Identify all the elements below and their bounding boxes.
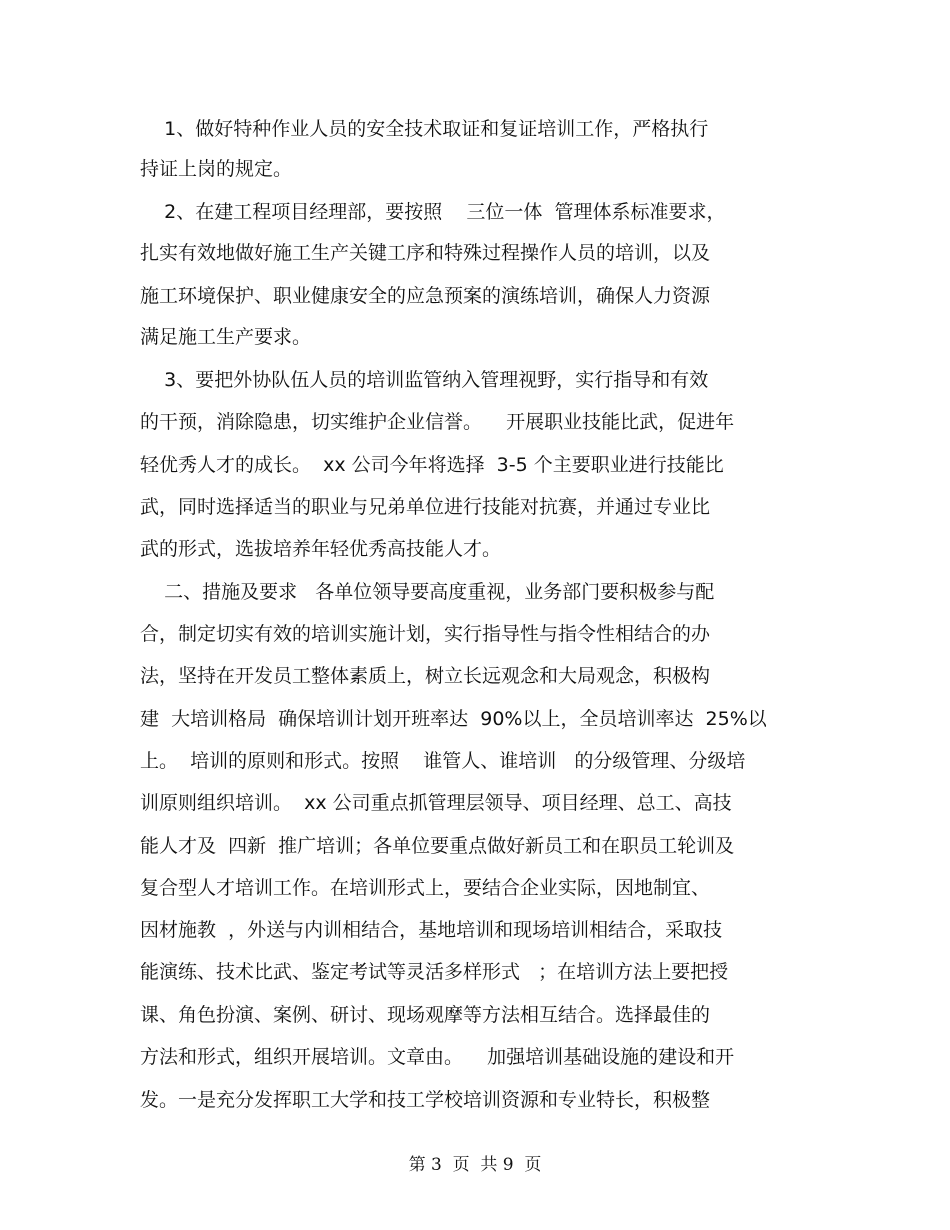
text-line: 训原则组织培训。 xx 公司重点抓管理层领导、项目经理、总工、高技 xyxy=(140,792,732,814)
text-line: 轻优秀人才的成长。 xx 公司今年将选择 3-5 个主要职业进行技能比 xyxy=(140,454,724,476)
text-line: 扎实有效地做好施工生产关键工序和特殊过程操作人员的培训，以及 xyxy=(140,242,711,264)
text-line: 合，制定切实有效的培训实施计划，实行指导性与指令性相结合的办 xyxy=(140,623,711,645)
text-line: 施工环境保护、职业健康安全的应急预案的演练培训，确保人力资源 xyxy=(140,285,711,307)
page-number-footer: 第 3 页 共 9 页 xyxy=(408,1155,542,1175)
text-line: 3、要把外协队伍人员的培训监管纳入管理视野，实行指导和有效 xyxy=(140,369,709,391)
text-line: 的干预，消除隐患，切实维护企业信誉。 开展职业技能比武，促进年 xyxy=(140,411,735,433)
text-line: 课、角色扮演、案例、研讨、现场观摩等方法相互结合。选择最佳的 xyxy=(140,1004,711,1026)
text-line: 能人才及 四新 推广培训；各单位要重点做好新员工和在职员工轮训及 xyxy=(140,835,735,857)
text-line: 武，同时选择适当的职业与兄弟单位进行技能对抗赛，并通过专业比 xyxy=(140,496,711,518)
text-line: 法，坚持在开发员工整体素质上，树立长远观念和大局观念，积极构 xyxy=(140,665,711,687)
text-line: 建 大培训格局 确保培训计划开班率达 90%以上，全员培训率达 25%以 xyxy=(140,708,767,730)
text-line: 方法和形式，组织开展培训。文章由。 加强培训基础设施的建设和开 xyxy=(140,1046,735,1068)
text-line: 复合型人才培训工作。在培训形式上，要结合企业实际，因地制宜、 xyxy=(140,877,711,899)
text-line: 满足施工生产要求。 xyxy=(140,326,312,348)
text-line: 1、做好特种作业人员的安全技术取证和复证培训工作，严格执行 xyxy=(140,118,709,140)
text-line: 发。一是充分发挥职工大学和技工学校培训资源和专业特长，积极整 xyxy=(140,1089,711,1111)
text-line: 2、在建工程项目经理部，要按照 三位一体 管理体系标准要求， xyxy=(140,201,726,223)
text-line: 因材施教 ，外送与内训相结合，基地培训和现场培训相结合，采取技 xyxy=(140,919,723,941)
text-line: 二、措施及要求 各单位领导要高度重视，业务部门要积极参与配 xyxy=(140,581,715,603)
text-line: 武的形式，选拔培养年轻优秀高技能人才。 xyxy=(140,538,502,560)
text-line: 持证上岗的规定。 xyxy=(140,158,293,180)
text-line: 能演练、技术比武、鉴定考试等灵活多样形式 ；在培训方法上要把授 xyxy=(140,961,729,983)
text-line: 上。 培训的原则和形式。按照 谁管人、谁培训 的分级管理、分级培 xyxy=(140,750,746,772)
